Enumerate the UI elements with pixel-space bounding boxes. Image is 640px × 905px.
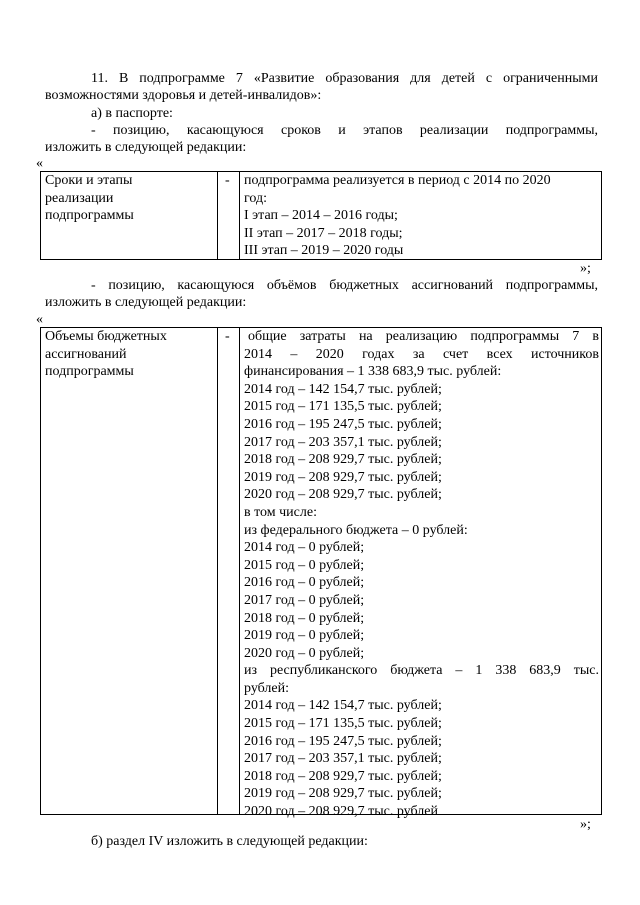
subitem-b: б) раздел IV изложить в следующей редакции: bbox=[91, 834, 368, 849]
open-quote-1: « bbox=[36, 156, 43, 171]
terms-table bbox=[40, 171, 602, 260]
position2-line1: - позицию, касающуюся объёмов бюджетных ассигнований подпрограммы, bbox=[91, 278, 598, 293]
position2-line2: изложить в следующей редакции: bbox=[45, 295, 247, 310]
budget-label: Объемы бюджетных ассигнований подпрограммы bbox=[45, 329, 167, 380]
budget-dash: - bbox=[225, 329, 230, 344]
close-quote-2: »; bbox=[580, 817, 591, 832]
column-divider bbox=[217, 328, 218, 814]
item-11-line1: 11. В подпрограмме 7 «Развитие образования для детей с ограниченными bbox=[91, 71, 598, 86]
item-11-line2: возможностями здоровья и детей-инвалидов»: bbox=[45, 88, 322, 103]
terms-label: Сроки и этапы реализации подпрограммы bbox=[45, 173, 134, 224]
close-quote-1: »; bbox=[580, 261, 591, 276]
position1-line1: - позицию, касающуюся сроков и этапов реализации подпрограммы, bbox=[91, 123, 598, 138]
subitem-a: а) в паспорте: bbox=[91, 106, 173, 121]
open-quote-2: « bbox=[36, 312, 43, 327]
column-divider bbox=[239, 172, 240, 259]
terms-dash: - bbox=[225, 173, 230, 188]
terms-value: подпрограмма реализуется в период с 2014 по 2020 год: I этап – 2014 – 2016 годы; II этап – 2017 – 2018 годы; III этап – 2019 – 2020 годы bbox=[244, 173, 551, 259]
position1-line2: изложить в следующей редакции: bbox=[45, 140, 247, 155]
budget-table bbox=[40, 327, 602, 820]
column-divider bbox=[239, 328, 240, 814]
budget-value: общие затраты на реализацию подпрограммы 7 в 2014 – 2020 годах за счет всех источников финансирования – 1 338 683,9 тыс. рублей: 2014 год – 142 154,7 тыс. рублей; 2015 год – 171 135,5 тыс. рублей; 2016 год – 195 247,5 тыс. рублей; 2017 год – 203 357,1 тыс. рублей; 2018 год – 208 929,7 тыс. рублей; 2019 год – 208 929,7 тыс. рублей; 2020 год – 208 929,7 тыс. рублей; в том числе: из федерального бюджета – 0 рублей: 2014 год – 0 рублей; 2015 год – 0 рублей; 2016 год – 0 рублей; 2017 год – 0 рублей; 2018 год – 0 рублей; 2019 год – 0 рублей; 2020 год – 0 рублей; из республиканского бюджета – 1 338 683,9 тыс. рублей: 2014 год – 142 154,7 тыс. рублей; 2015 год – 171 135,5 тыс. рублей; 2016 год – 195 247,5 тыс. рублей; 2017 год – 203 357,1 тыс. рублей; 2018 год – 208 929,7 тыс. рублей; 2019 год – 208 929,7 тыс. рублей; 2020 год – 208 929,7 тыс. рублей bbox=[244, 329, 599, 820]
column-divider bbox=[217, 172, 218, 259]
